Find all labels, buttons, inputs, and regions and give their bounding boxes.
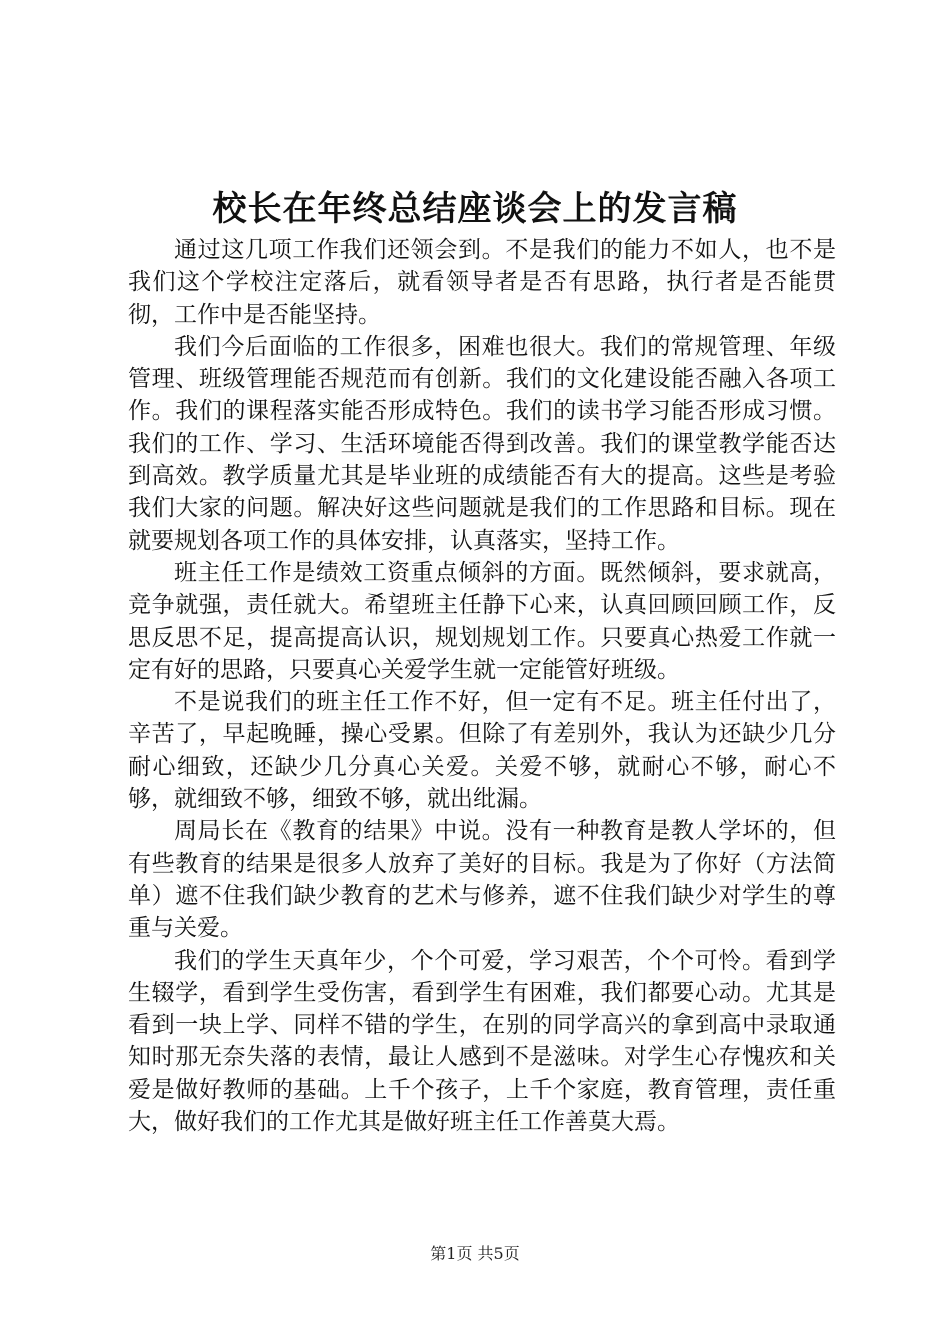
document-body [128, 234, 836, 1138]
paragraph-2: 我们今后面临的工作很多，困难也很大。我们的常规管理、年级管理、班级管理能否规范而有创新。我们的文化建设能否融入各项工作。我们的课程落实能否形成特色。我们的读书学习能否形成习惯。我们的工作、学习、生活环境能否得到改善。我们的课堂教学能否达到高效。教学质量尤其是毕业班的成绩能否有大的提高。这些是考验我们大家的问题。解决好这些问题就是我们的工作思路和目标。现在就要规划各项工作的具体安排，认真落实，坚持工作。 [128, 333, 836, 554]
document-title: 校长在年终总结座谈会上的发言稿 [212, 189, 738, 229]
paragraph-3: 班主任工作是绩效工资重点倾斜的方面。既然倾斜，要求就高，竞争就强，责任就大。希望班主任静下心来，认真回顾回顾工作，反思反思不足，提高提高认识，规划规划工作。只要真心热爱工作就一定有好的思路，只要真心关爱学生就一定能管好班级。 [128, 559, 836, 683]
paragraph-6: 我们的学生天真年少，个个可爱，学习艰苦，个个可怜。看到学生辍学，看到学生受伤害，看到学生有困难，我们都要心动。尤其是看到一块上学、同样不错的学生，在别的同学高兴的拿到高中录取通知时那无奈失落的表情，最让人感到不是滋味。对学生心存愧疚和关爱是做好教师的基础。上千个孩子，上千个家庭，教育管理，责任重大，做好我们的工作尤其是做好班主任工作善莫大焉。 [128, 947, 836, 1136]
paragraph-4: 不是说我们的班主任工作不好，但一定有不足。班主任付出了，辛苦了，早起晚睡，操心受累。但除了有差别外，我认为还缺少几分耐心细致，还缺少几分真心关爱。关爱不够，就耐心不够，耐心不够，就细致不够，细致不够，就出纰漏。 [128, 689, 836, 813]
paragraph-5: 周局长在《教育的结果》中说。没有一种教育是教人学坏的，但有些教育的结果是很多人放弃了美好的目标。我是为了你好（方法简单）遮不住我们缺少教育的艺术与修养，遮不住我们缺少对学生的尊重与关爱。 [128, 818, 836, 942]
paragraph-1: 通过这几项工作我们还领会到。不是我们的能力不如人，也不是我们这个学校注定落后，就看领导者是否有思路，执行者是否能贯彻，工作中是否能坚持。 [128, 237, 836, 328]
page-number-footer: 第1页 共5页 [430, 1244, 520, 1263]
